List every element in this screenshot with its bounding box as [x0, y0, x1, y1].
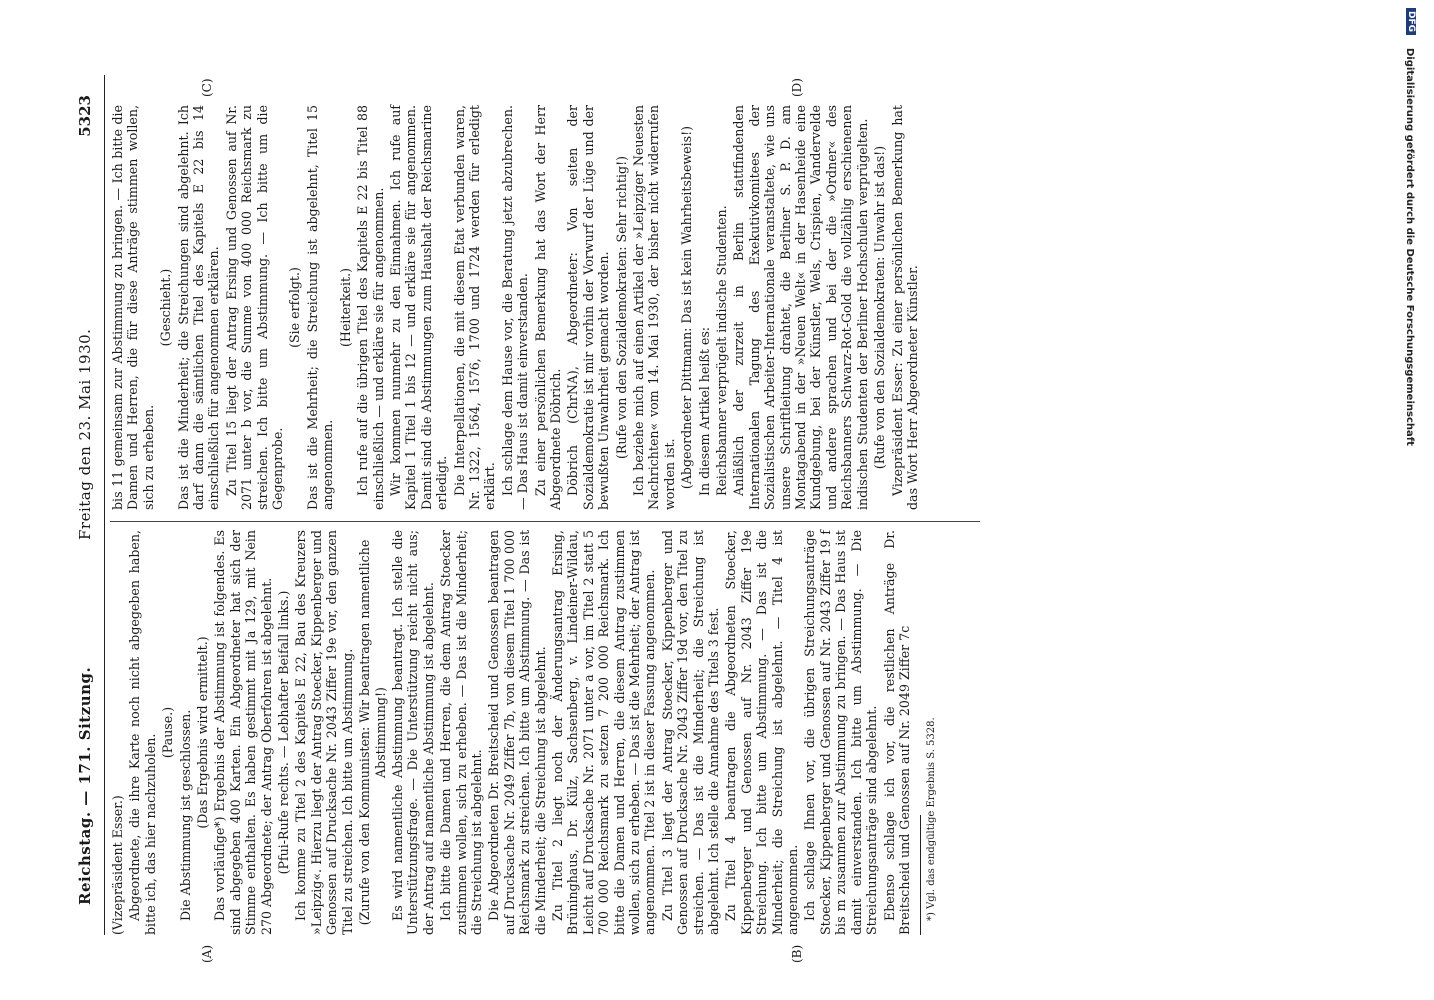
column-divider: [110, 521, 980, 522]
paragraph: (Rufe von den Sozialdemokraten: Unwahr ist das!): [872, 145, 888, 470]
paragraph: Die Abstimmung ist geschlossen.: [177, 709, 193, 921]
paragraph: (Rufe von den Sozialdemokraten: Sehr richtig!): [613, 155, 629, 460]
paragraph: (Geschieht.): [158, 268, 174, 347]
paragraph: (Heiterkeit.): [337, 268, 353, 347]
left-text-column: [110, 530, 942, 935]
paragraph: Zu Titel 3 liegt der Antrag Stoecker, Kippenberger und Genossen auf Drucksache Nr. 2043 Ziffer 19d vor, den Titel zu streichen. — Das ist die Minderheit; die Streichung ist abgelehnt. Ich stelle die Annahme des Titels 3 fest.: [659, 530, 722, 935]
header-date: Freitag den 23. Mai 1930.: [76, 328, 94, 540]
paragraph: bis 11 gemeinsam zur Abstimmung zu bringen. — Ich bitte die Damen und Herren, die für diese Anträge stimmen wollen, sich zu erheben.: [110, 105, 156, 510]
header-left: Reichstag. — 171. Sitzung.: [76, 666, 94, 905]
dfg-logo: DFG: [1406, 8, 1416, 35]
footnote-divider: [920, 815, 921, 935]
margin-mark-c: (C): [200, 78, 214, 97]
paragraph: Zu Titel 4 beantragen die Abgeordneten Stoecker, Kippenberger und Genossen auf Nr. 2043 Ziffer 19e Streichung. Ich bitte um Abstimmung. — Das ist die Minderheit; die Streichung ist abgelehnt. — Titel 4 ist angenommen.: [723, 530, 801, 935]
page-header: [70, 75, 100, 935]
paragraph: In diesem Artikel heißt es:: [696, 326, 712, 496]
paragraph: (Pfui-Rufe rechts. — Lebhafter Beifall links.): [276, 590, 292, 875]
paragraph: Das ist die Minderheit; die Streichungen sind abgelehnt. Ich darf dann die sämtlichen Titel des Kapitels E 22 bis 14 einschließlich für angenommen erklären.: [175, 105, 222, 510]
credit-text: Digitalisierung gefördert durch die Deutsche Forschungsgemeinschaft: [1404, 48, 1415, 446]
paragraph: Zu einer persönlichen Bemerkung hat das Wort der Herr Abgeordnete Döbrich.: [532, 105, 563, 510]
paragraph: Zu Titel 2 liegt noch der Änderungsantrag Ersing, Brüninghaus, Dr. Külz, Sachsenberg, v. Lindeiner-Wildau, Leicht auf Drucksache Nr. 2071 unter a vor, im Titel 2 statt 5 700 000 Reichsmark zu setzen 7 200 000 Reichsmark. Ich bitte die Damen und Herren, die diesem Antrag zustimmen wollen, sich zu erheben. — Das ist die Mehrheit; der Antrag ist angenommen. Titel 2 ist in dieser Fassung angenommen.: [549, 530, 658, 935]
footnote: *) Vgl. das endgültige Ergebnis S. 5328.: [926, 717, 938, 921]
paragraph: Vizepräsident Esser: Zu einer persönlichen Bemerkung hat das Wort Herr Abgeordneter Künstler.: [889, 105, 920, 510]
paragraph: (Pause.): [160, 706, 176, 759]
margin-mark-a: (A): [200, 944, 214, 963]
paragraph: (Vizepräsident Esser.): [110, 795, 125, 935]
paragraph: Ich komme zu Titel 2 des Kapitels E 22, Bau des Kreuzers »Leipzig«. Hierzu liegt der Antrag Stoecker, Kippenberger und Genossen auf Drucksache Nr. 2043 Ziffer 19e vor, den ganzen Titel zu streichen. Ich bitte um Abstimmung.: [293, 530, 355, 935]
paragraph: (Zurufe von den Kommunisten: Wir beantragen namentliche Abstimmung!): [357, 539, 388, 926]
paragraph: Die Abgeordneten Dr. Breitscheid und Genossen beantragen auf Drucksache Nr. 2049 Ziffer 7b, von diesem Titel 1 700 000 Reichsmark zu streichen. Ich bitte um Abstimmung. — Das ist die Minderheit; die Streichung ist abgelehnt.: [486, 530, 548, 935]
paragraph: Die Interpellationen, die mit diesem Etat verbunden waren, Nr. 1322, 1564, 1576, 1700 und 1724 werden für erledigt erklärt.: [451, 105, 498, 510]
paragraph: Anläßlich der zurzeit in Berlin stattfindenden Internationalen Tagung des Exekutivkomitees der Sozialistischen Arbeiter-Internationale veranstaltete, wie uns unsere Schriftleitung drahtet, die Berliner S. P. D. am Montagabend in der »Neuen Welt« in der Hasenheide eine Kundgebung, bei der Künstler, Wels, Crispien, Vandervelde und andere sprachen und bei der die »Ordner« des Reichsbanners Schwarz-Rot-Gold die vollzählig erschienenen indischen Studenten der Berliner Hochschulen verprügelten.: [731, 105, 870, 510]
left-paragraphs: [110, 530, 912, 935]
paragraph: Es wird namentliche Abstimmung beantragt. Ich stelle die Unterstützungsfrage. — Die Unterstützung reicht nicht aus; der Antrag auf namentliche Abstimmung ist abgelehnt.: [389, 530, 436, 935]
paragraph: Wir kommen nunmehr zu den Einnahmen. Ich rufe auf Kapitel 1 Titel 1 bis 12 — und erkläre sie für angenommen. Damit sind die Abstimmungen zum Haushalt der Reichsmarine erledigt.: [387, 105, 450, 510]
margin-mark-d: (D): [790, 78, 804, 97]
right-paragraphs: [110, 105, 920, 510]
paragraph: Döbrich (ChrNA), Abgeordneter: Von seiten der Sozialdemokratie ist mir vorhin der Vorwurf der Lüge und der bewußten Unwahrheit gemacht worden.: [565, 105, 612, 510]
paragraph: Das ist die Mehrheit; die Streichung ist abgelehnt, Titel 15 angenommen.: [304, 105, 336, 510]
paragraph: Ich beziehe mich auf einen Artikel der »Leipziger Neuesten Nachrichten« vom 14. Mai 1930, der bisher nicht widerrufen worden ist.: [631, 105, 677, 510]
paragraph: (Sie erfolgt.): [287, 267, 303, 348]
paragraph: Ich bitte die Damen und Herren, die dem Antrag Stoecker zustimmen wollen, sich zu erheben. — Das ist die Minderheit; die Streichung ist abgelehnt.: [438, 530, 484, 935]
digitization-credit: [1396, 8, 1418, 988]
header-divider: [104, 75, 105, 935]
right-text-column: [110, 105, 922, 510]
paragraph: Ich schlage dem Hause vor, die Beratung jetzt abzubrechen. — Das Haus ist damit einverstanden.: [499, 105, 531, 510]
margin-mark-b: (B): [790, 944, 804, 963]
paragraph: Abgeordnete, die ihre Karte noch nicht abgegeben haben, bitte ich, das hier nachzuholen.: [127, 530, 158, 935]
paragraph: Ich rufe auf die übrigen Titel des Kapitels E 22 bis Titel 88 einschließlich — und erkläre sie für angenommen.: [355, 105, 386, 510]
paragraph: Ich schlage Ihnen vor, die übrigen Streichungsanträge Stoecker, Kippenberger und Genossen auf Nr. 2043 Ziffer 19 f bis m zusammen zur Abstimmung zu bringen. — Das Haus ist damit einverstanden. Ich bitte um Abstimmung. — Die Streichungsanträge sind abgelehnt.: [802, 530, 880, 935]
paragraph: Zu Titel 15 liegt der Antrag Ersing und Genossen auf Nr. 2071 unter b vor, die Summe von 400 000 Reichsmark zu streichen. Ich bitte um Abstimmung. — Ich bitte um die Gegenprobe.: [223, 105, 286, 510]
paragraph: Ebenso schlage ich vor, die restlichen Anträge Dr. Breitscheid und Genossen auf Nr. 2049 Ziffer 7c: [881, 530, 912, 935]
paragraph: (Abgeordneter Dittmann: Das ist kein Wahrheitsbeweis!): [679, 125, 695, 490]
page-number: 5323: [76, 95, 94, 137]
paragraph: Das vorläufige*) Ergebnis der Abstimmung ist folgendes. Es sind abgegeben 400 Karten. Ein Abgeordneter hat sich der Stimme enthalten. Es haben gestimmt mit Ja 129, mit Nein 270 Abgeordnete; der Antrag Oberfohren ist abgelehnt.: [212, 530, 274, 935]
rotated-scanned-page: [70, 75, 1260, 963]
paragraph: Reichsbanner verprügelt indische Studenten.: [714, 205, 730, 496]
paragraph: (Das Ergebnis wird ermittelt.): [195, 636, 211, 829]
